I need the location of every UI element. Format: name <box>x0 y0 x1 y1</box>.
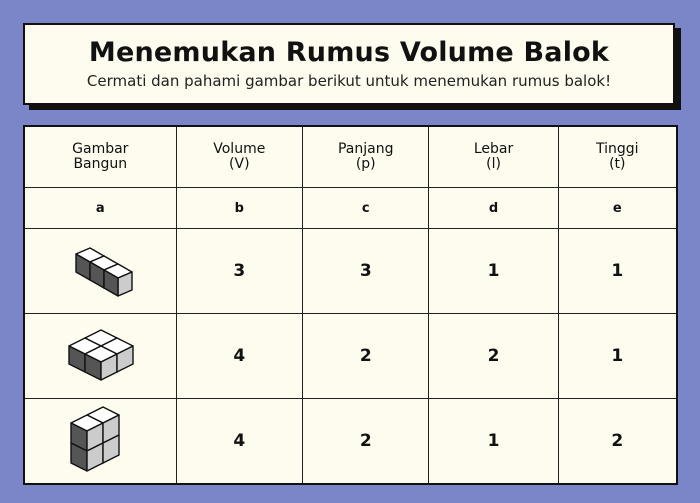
letter-cell: a <box>24 188 176 229</box>
three-cubes-in-a-row-icon <box>60 240 140 302</box>
table-row <box>24 314 677 399</box>
lebar-cell: 1 <box>429 229 558 314</box>
tinggi-cell: 1 <box>558 314 677 399</box>
two-by-two-flat-cubes-icon <box>57 324 143 388</box>
header-tinggi: Tinggi (t) <box>558 126 677 188</box>
table-row <box>24 399 677 485</box>
table-row <box>24 229 677 314</box>
shape-cell <box>24 229 176 314</box>
tinggi-cell: 2 <box>558 399 677 485</box>
two-by-two-stacked-cubes-icon <box>65 403 135 479</box>
panjang-cell: 2 <box>303 399 429 485</box>
letter-cell: b <box>176 188 302 229</box>
volume-table <box>23 125 678 485</box>
volume-cell: 3 <box>176 229 302 314</box>
panjang-cell: 3 <box>303 229 429 314</box>
shape-cell <box>24 399 176 485</box>
header-panjang: Panjang (p) <box>303 126 429 188</box>
letter-cell: e <box>558 188 677 229</box>
shape-cell <box>24 314 176 399</box>
table-header-row <box>24 126 677 188</box>
lebar-cell: 2 <box>429 314 558 399</box>
page-title: Menemukan Rumus Volume Balok <box>88 37 610 68</box>
volume-cell: 4 <box>176 399 302 485</box>
tinggi-cell: 1 <box>558 229 677 314</box>
lebar-cell: 1 <box>429 399 558 485</box>
letter-cell: d <box>429 188 558 229</box>
header-lebar: Lebar (l) <box>429 126 558 188</box>
title-card <box>23 23 675 105</box>
volume-cell: 4 <box>176 314 302 399</box>
letter-cell: c <box>303 188 429 229</box>
panjang-cell: 2 <box>303 314 429 399</box>
header-volume: Volume (V) <box>176 126 302 188</box>
letter-row <box>24 188 677 229</box>
header-gambar: Gambar Bangun <box>24 126 176 188</box>
page-subtitle: Cermati dan pahami gambar berikut untuk menemukan rumus balok! <box>86 72 612 90</box>
